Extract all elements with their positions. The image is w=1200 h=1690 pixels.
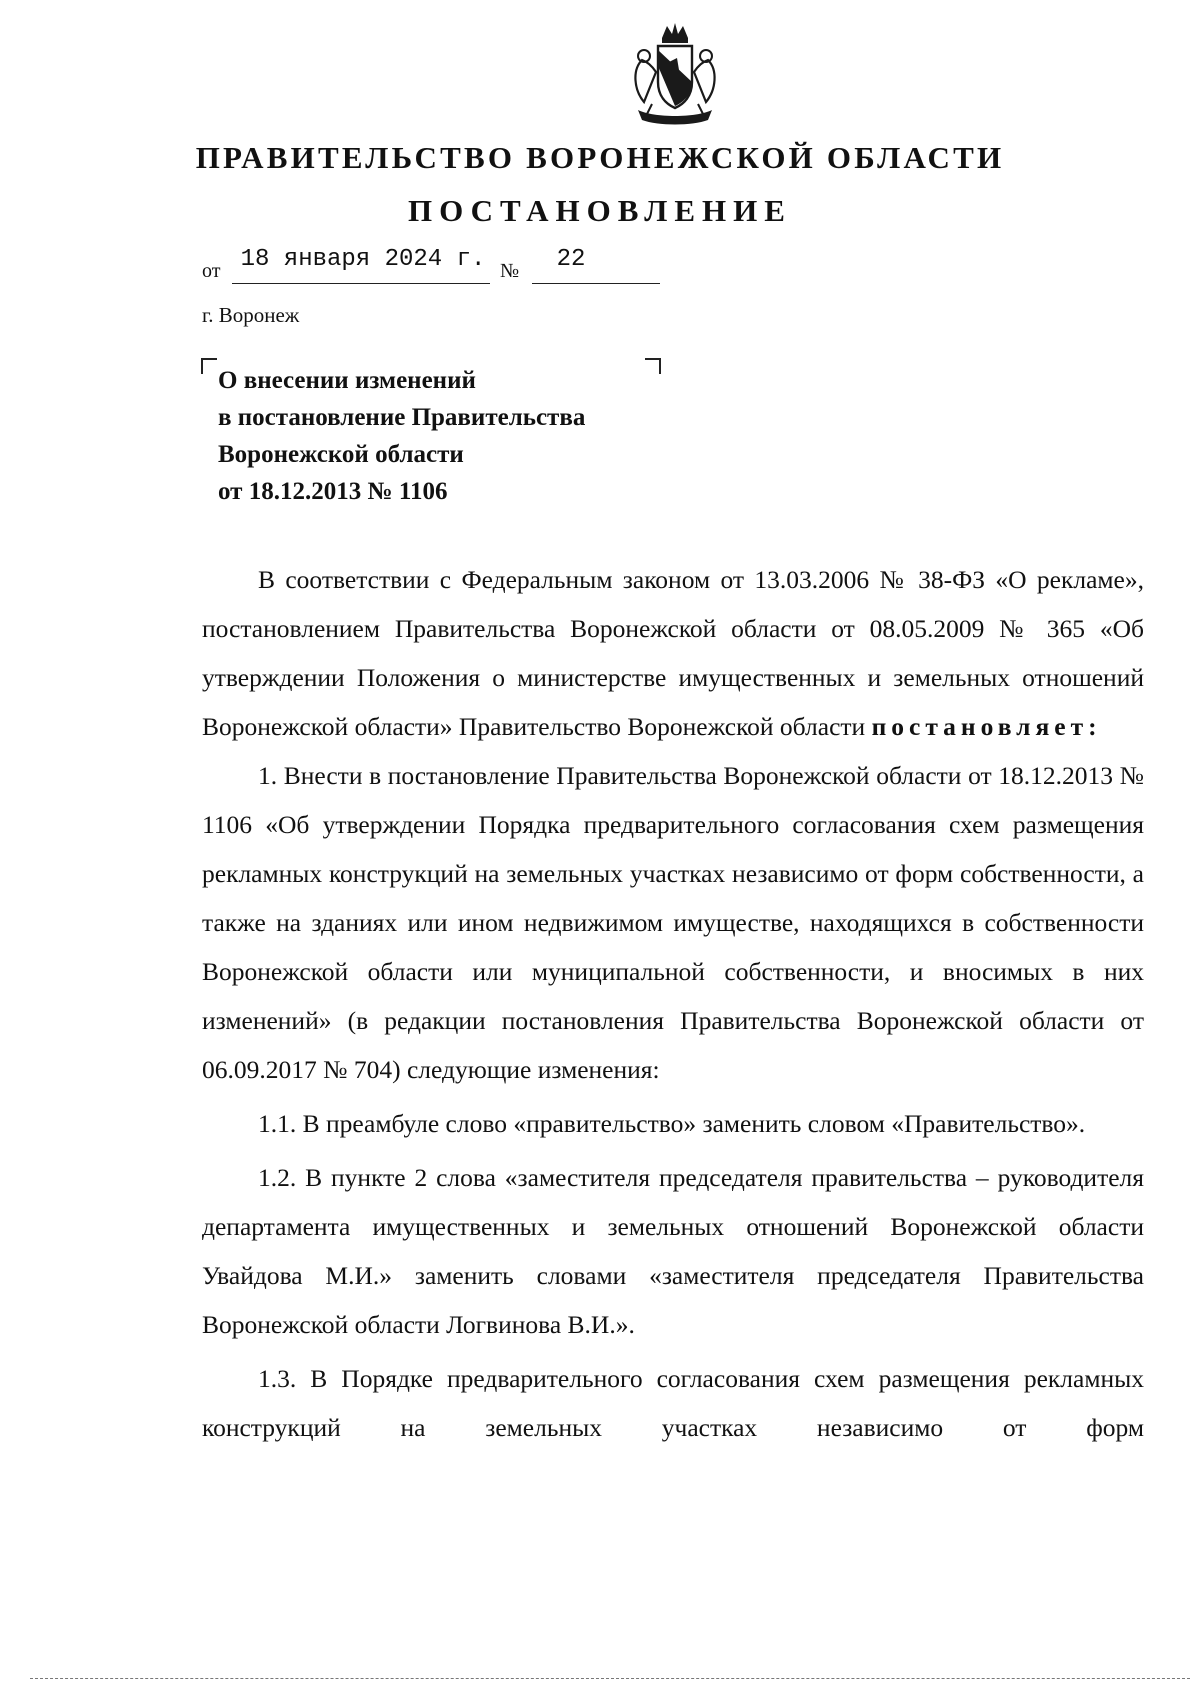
date-number-row xyxy=(202,246,682,286)
number-prefix: № xyxy=(500,260,520,282)
item-1-3-paragraph: 1.3. В Порядке предварительного согласования схем размещения рекламных конструкций на земельных участках независимо от форм xyxy=(202,1364,1144,1442)
number-underline xyxy=(532,283,660,284)
item-1-2-paragraph: 1.2. В пункте 2 слова «заместителя председателя правительства – руководителя департамента имущественных и земельных отношений Воронежской области Увайдова М.И.» заменить словами «заместителя председателя Правительства Воронежской области Логвинова В.И.». xyxy=(202,1163,1144,1339)
preamble-paragraph xyxy=(202,555,1144,751)
organization-title: ПРАВИТЕЛЬСТВО ВОРОНЕЖСКОЙ ОБЛАСТИ xyxy=(195,140,1005,175)
document-subject xyxy=(218,362,585,510)
subject-line: Воронежской области xyxy=(218,441,464,468)
item-1-paragraph: 1. Внести в постановление Правительства Воронежской области от 18.12.2013 № 1106 «Об утверждении Порядка предварительного согласования схем размещения рекламных конструкций на земельных участках независимо от форм собственности, а также на зданиях или ином недвижимом имуществе, находящихся в собственности Воронежской области или муниципальной собственности, и вносимых в них изменений» (в редакции постановления Правительства Воронежской области от 06.09.2017 № 704) следующие изменения: xyxy=(202,761,1144,1084)
item-1-1-paragraph: 1.1. В преамбуле слово «правительство» заменить словом «Правительство». xyxy=(258,1109,1086,1138)
document-number: 22 xyxy=(556,246,586,273)
coat-of-arms-icon xyxy=(622,20,728,130)
decree-word: постановляет: xyxy=(871,712,1102,741)
date-underline xyxy=(232,283,490,284)
document-date: 18 января 2024 г. xyxy=(240,246,486,273)
preamble-text: В соответствии с Федеральным законом от 13.03.2006 № 38-ФЗ «О рекламе», постановлением Правительства Воронежской области от 08.05.2009 № 365 «Об утверждении Положения о министерстве имущественных и земельных отношений Воронежской области» Правительство Воронежской области xyxy=(202,565,1144,741)
document-body xyxy=(202,555,1144,1452)
date-prefix: от xyxy=(202,260,221,282)
subject-bracket-right xyxy=(645,358,661,374)
subject-line: от 18.12.2013 № 1106 xyxy=(218,478,448,505)
subject-line: О внесении изменений xyxy=(218,367,476,394)
subject-bracket-left xyxy=(201,358,217,374)
document-type-title: ПОСТАНОВЛЕНИЕ xyxy=(408,193,792,228)
city: г. Воронеж xyxy=(202,303,300,327)
scan-edge-line xyxy=(30,1678,1190,1679)
subject-line: в постановление Правительства xyxy=(218,404,586,431)
